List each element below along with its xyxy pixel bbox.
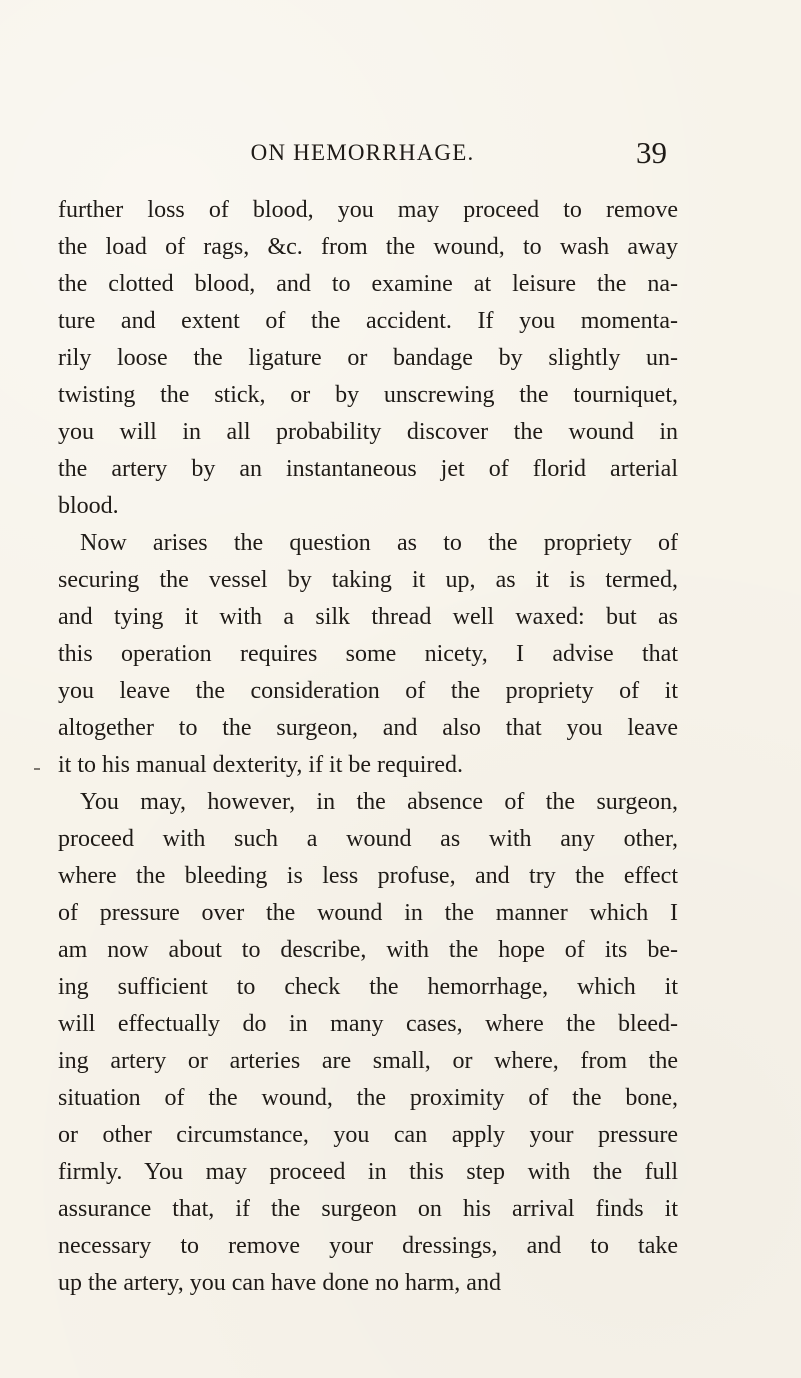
- text-line-26: or other circumstance, you can apply your pressure: [58, 1122, 678, 1148]
- text-line-28: assurance that, if the surgeon on his arrival finds it: [58, 1196, 678, 1222]
- page-body: [58, 192, 678, 1302]
- text-line-17: You may, however, in the absence of the surgeon,: [80, 789, 678, 815]
- text-line-7: you will in all probability discover the wound in: [58, 419, 678, 445]
- text-line-24: ing artery or arteries are small, or where, from the: [58, 1048, 678, 1074]
- text-line-19: where the bleeding is less profuse, and try the effect: [58, 863, 678, 889]
- text-line-15: altogether to the surgeon, and also that you leave: [58, 715, 678, 741]
- text-line-3: the clotted blood, and to examine at leisure the na-: [58, 271, 678, 297]
- text-line-22: ing sufficient to check the hemorrhage, which it: [58, 974, 678, 1000]
- text-line-11: securing the vessel by taking it up, as it is termed,: [58, 567, 678, 593]
- running-head: ON HEMORRHAGE.: [250, 140, 475, 165]
- margin-mark: [34, 768, 40, 770]
- text-line-5: rily loose the ligature or bandage by slightly un-: [58, 345, 678, 371]
- text-line-20: of pressure over the wound in the manner which I: [58, 900, 678, 926]
- text-line-25: situation of the wound, the proximity of the bone,: [58, 1085, 678, 1111]
- text-line-13: this operation requires some nicety, I advise that: [58, 641, 678, 667]
- text-line-27: firmly. You may proceed in this step with the full: [58, 1159, 678, 1185]
- text-line-16: it to his manual dexterity, if it be required.: [58, 752, 463, 778]
- text-line-18: proceed with such a wound as with any other,: [58, 826, 678, 852]
- page-header: [58, 135, 667, 172]
- text-line-8: the artery by an instantaneous jet of florid arterial: [58, 456, 678, 482]
- text-line-21: am now about to describe, with the hope of its be-: [58, 937, 678, 963]
- text-line-6: twisting the stick, or by unscrewing the tourniquet,: [58, 382, 678, 408]
- page-number: 39: [636, 135, 667, 170]
- text-line-14: you leave the consideration of the propriety of it: [58, 678, 678, 704]
- text-line-1: further loss of blood, you may proceed to remove: [58, 197, 678, 223]
- text-line-2: the load of rags, &c. from the wound, to wash away: [58, 234, 678, 260]
- text-line-23: will effectually do in many cases, where the bleed-: [58, 1011, 678, 1037]
- text-line-29: necessary to remove your dressings, and to take: [58, 1233, 678, 1259]
- text-line-4: ture and extent of the accident. If you momenta-: [58, 308, 678, 334]
- text-line-12: and tying it with a silk thread well waxed: but as: [58, 604, 678, 630]
- text-line-9: blood.: [58, 493, 119, 519]
- text-line-10: Now arises the question as to the propriety of: [80, 530, 678, 556]
- text-line-30: up the artery, you can have done no harm, and: [58, 1270, 501, 1296]
